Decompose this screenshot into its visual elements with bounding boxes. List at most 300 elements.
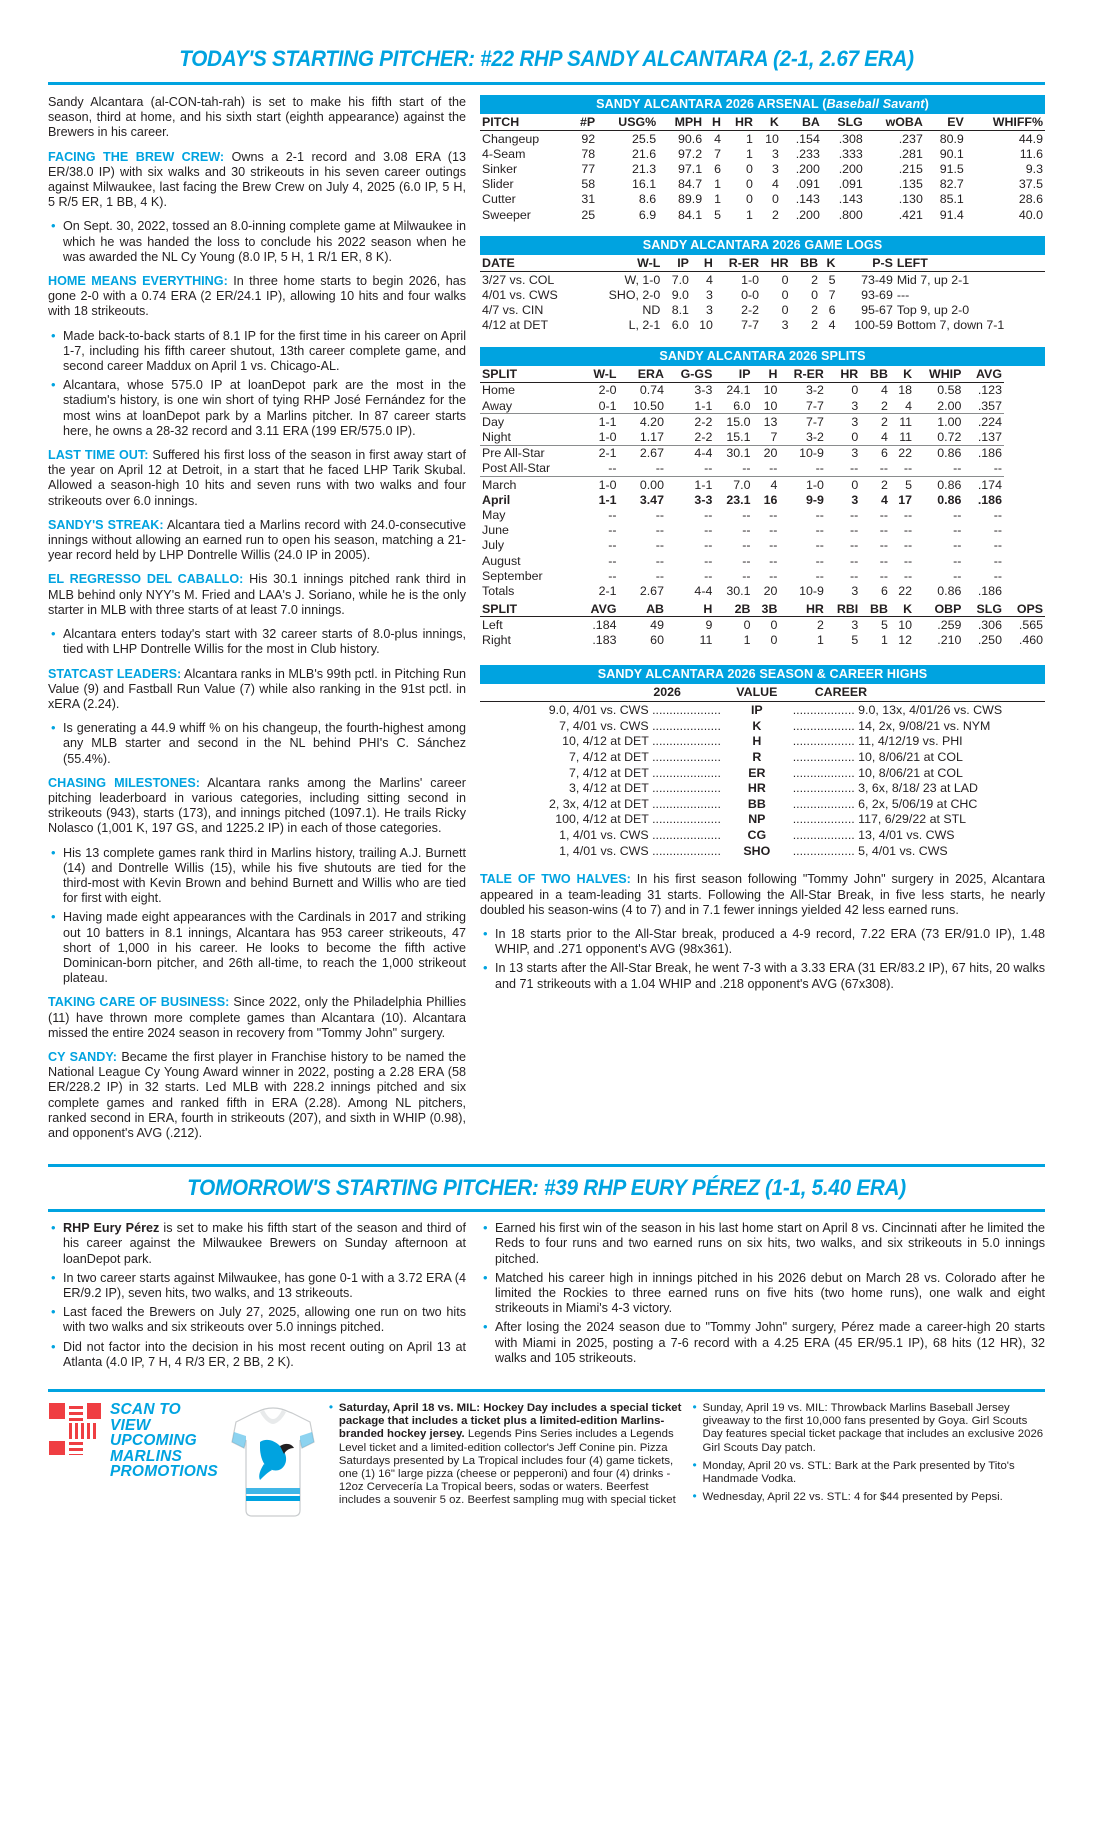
splits-cell: 4-4 <box>694 446 713 461</box>
tale-paragraph <box>480 872 1045 918</box>
splits-cell: -- <box>769 523 778 538</box>
tomorrow-headline-block <box>0 1164 1093 1212</box>
section-lead: SANDY'S STREAK: <box>48 517 164 532</box>
splits-cell: 3-3 <box>694 492 713 507</box>
arsenal-cell: .143 <box>795 192 820 207</box>
gamelogs-cell: 1-0 <box>741 272 760 287</box>
splits-cell: 4-4 <box>694 583 713 598</box>
arsenal-cell: 0 <box>746 192 753 207</box>
splits-cell: -- <box>779 461 826 477</box>
table-row <box>480 398 1045 414</box>
highs-table <box>480 684 1045 858</box>
splits-cell: -- <box>704 568 713 583</box>
arsenal-header-row <box>480 114 1045 131</box>
splits-cell: 10-9 <box>799 583 824 598</box>
splits-cell: 1-1 <box>694 477 713 492</box>
splits-cell: -- <box>608 553 617 568</box>
splits-cell: -- <box>742 523 751 538</box>
today-headline-rule <box>48 82 1045 85</box>
arsenal-cell: .308 <box>838 131 863 146</box>
gamelogs-col-header: IP <box>662 255 691 272</box>
splits-col-header: W-L <box>578 366 619 383</box>
splits-cell: Away <box>480 398 578 414</box>
arsenal-cell: 0 <box>746 177 753 192</box>
arsenal-cell: .333 <box>838 146 863 161</box>
tomorrow-rule-top <box>48 1164 1045 1167</box>
splits-cell: -- <box>914 461 963 477</box>
splits-cell: 4 <box>890 398 914 414</box>
highs-season-cell: 9.0, 4/01 vs. CWS .................... <box>548 703 721 718</box>
splits-cell: .123 <box>977 383 1002 398</box>
list-item-bold: RHP Eury Pérez <box>63 1221 160 1236</box>
gamelogs-col-header: R-ER <box>715 255 761 272</box>
arsenal-cell: .233 <box>795 146 820 161</box>
highs-season-cell: 3, 4/12 at DET .................... <box>568 781 721 796</box>
section-paragraph <box>48 1050 466 1141</box>
highs-stat-cell: H <box>752 734 762 749</box>
table-row <box>480 303 1045 318</box>
splits-cell: -- <box>742 568 751 583</box>
table-row <box>480 414 1045 430</box>
gamelogs-cell: ND <box>642 303 661 318</box>
section-bullets <box>48 219 466 265</box>
splits-cell: -- <box>963 461 1004 477</box>
splits2-cell: .306 <box>977 617 1002 632</box>
arsenal-cell: 6.9 <box>638 207 657 222</box>
splits2-cell: .565 <box>1018 617 1043 632</box>
splits-cell: September <box>482 568 543 583</box>
gamelogs-cell: 2-2 <box>741 303 760 318</box>
splits-col-header: H <box>752 366 779 383</box>
table-row <box>480 568 1045 583</box>
arsenal-cell: 91.5 <box>939 161 964 176</box>
splits-cell: 15.0 <box>726 414 751 429</box>
splits-cell: -- <box>769 507 778 522</box>
qr-code-icon[interactable] <box>48 1402 102 1456</box>
gamelogs-cell: 3 <box>705 287 713 302</box>
scan-line: SCAN TO VIEW <box>110 1401 181 1434</box>
splits-cell: 2.67 <box>639 446 664 461</box>
arsenal-cell: 3 <box>771 146 779 161</box>
section-lead: TAKING CARE OF BUSINESS: <box>48 995 230 1010</box>
splits-cell: 0.72 <box>914 429 963 445</box>
arsenal-col-header: BA <box>781 114 822 131</box>
splits-cell: 7-7 <box>805 414 824 429</box>
splits-cell: 6.0 <box>714 398 752 414</box>
splits-cell: 0-1 <box>578 398 619 414</box>
highs-season-cell: 7, 4/12 at DET .................... <box>568 765 721 780</box>
splits2-cell: Left <box>482 617 503 632</box>
table-row <box>480 583 1045 598</box>
arsenal-cell: 31 <box>581 192 596 207</box>
gamelogs-col-header: BB <box>791 255 821 272</box>
arsenal-cell: 11.6 <box>1019 146 1043 161</box>
splits-cell: -- <box>903 553 913 568</box>
gamelogs-cell: 4 <box>705 272 713 287</box>
arsenal-cell: 82.7 <box>939 177 964 192</box>
arsenal-cell: 21.6 <box>632 146 657 161</box>
splits2-col-header: SLG <box>963 599 1004 617</box>
list-item <box>48 1305 466 1335</box>
splits-cell: 3-2 <box>779 429 826 445</box>
gamelogs-cell: 0 <box>781 303 789 318</box>
scan-to-view-text <box>110 1402 218 1480</box>
highs-header-row <box>480 684 1045 702</box>
splits-cell: 2-1 <box>598 446 617 461</box>
promo-item-text: Wednesday, April 22 vs. STL: 4 for $44 presented by Pepsi. <box>702 1491 1003 1504</box>
splits-cell: -- <box>849 568 859 583</box>
highs-season-cell: 2, 3x, 4/12 at DET .................... <box>549 796 721 811</box>
splits-cell: -- <box>742 538 751 553</box>
arsenal-table <box>480 114 1045 222</box>
splits-cell: 2 <box>881 477 888 492</box>
splits-cell: 3 <box>851 414 859 429</box>
arsenal-cell: Sweeper <box>482 207 531 222</box>
arsenal-cell: 85.1 <box>939 192 964 207</box>
arsenal-cell: 28.6 <box>1018 192 1043 207</box>
splits-cell: 6 <box>881 583 888 598</box>
promo-columns <box>328 1402 1045 1520</box>
section-paragraph <box>48 776 466 837</box>
section-paragraph <box>48 448 466 509</box>
section-lead: STATCAST LEADERS: <box>48 666 182 681</box>
splits-cell: 2-2 <box>694 414 713 429</box>
table-row <box>480 827 1045 843</box>
table-row <box>480 523 1045 538</box>
splits-cell: 2 <box>881 414 888 429</box>
splits-cell: -- <box>953 568 962 583</box>
splits-cell: 2-1 <box>598 583 617 598</box>
splits-cell: -- <box>890 461 914 477</box>
arsenal-cell: .200 <box>838 161 863 176</box>
arsenal-col-header: #P <box>569 114 597 131</box>
list-item: • In 13 starts after the All-Star Break, he went 7-3 with a 3.33 ERA (31 ER/83.2 IP), 67 hits, 20 walks and 71 strikeouts with a 1.04 WHIP and .218 opponent's AVG (67x308). <box>480 961 1045 991</box>
highs-stat-cell: ER <box>748 765 766 780</box>
intro-paragraph: Sandy Alcantara (al-CON-tah-rah) is set to make his fifth start of the season, third at home, and his sixth start (eighth appearance) against the Brewers in his career. <box>48 95 466 140</box>
splits-cell: 10.50 <box>618 398 665 414</box>
highs-col-header: 2026 <box>480 684 723 702</box>
splits-cell: -- <box>704 507 713 522</box>
arsenal-cell: 90.1 <box>939 146 964 161</box>
splits-cell: -- <box>655 507 664 522</box>
promo-column-2 <box>691 1402 1045 1520</box>
splits2-cell: .184 <box>592 617 617 632</box>
arsenal-cell: .421 <box>898 207 923 222</box>
splits-cell: 0.00 <box>639 477 664 492</box>
list-item: • Made back-to-back starts of 8.1 IP for the first time in his career on April 1-7, including his fifth career shutout, 13th career complete game, and second career Maddux on April 1 vs. Chicago-AL. <box>48 329 466 375</box>
splits-cell: 13 <box>763 414 778 429</box>
splits-cell: August <box>482 553 521 568</box>
section-body: Since 2022, only the Philadelphia Phillies (11) have thrown more complete games than Alcantara (10). Alcantara missed the entire 2024 season in recovery from "Tommy John" surgery. <box>48 995 466 1040</box>
splits-cell: 30.1 <box>726 446 751 461</box>
splits-cell: -- <box>618 461 665 477</box>
splits-cell: 0 <box>826 429 860 445</box>
promo-item <box>691 1491 1045 1504</box>
splits-cell: -- <box>953 523 962 538</box>
arsenal-cell: Sinker <box>482 161 518 176</box>
splits-cell: 20 <box>763 583 778 598</box>
splits2-col-header: RBI <box>826 599 860 617</box>
splits-cell: -- <box>903 523 913 538</box>
highs-stat-cell: CG <box>747 828 767 843</box>
highs-stat-cell: K <box>752 718 762 733</box>
section-paragraph <box>48 274 466 320</box>
splits-cell: -- <box>953 553 962 568</box>
highs-season-cell: 100, 4/12 at DET .................... <box>555 812 721 827</box>
splits-cell: 1.17 <box>618 429 665 445</box>
splits-body <box>480 382 1045 647</box>
arsenal-cell: .237 <box>898 131 923 146</box>
arsenal-col-header: PITCH <box>480 114 569 131</box>
splits2-cell: .183 <box>592 632 617 647</box>
splits-cell: 10-9 <box>799 446 824 461</box>
list-item <box>48 1271 466 1301</box>
table-row <box>480 429 1045 445</box>
gamelogs-cell: SHO, 2-0 <box>608 287 661 302</box>
splits-cell: 24.1 <box>726 383 751 398</box>
splits2-cell: 12 <box>898 632 913 647</box>
arsenal-col-header: HR <box>723 114 755 131</box>
splits-cell: -- <box>879 507 888 522</box>
arsenal-cell: 90.6 <box>678 131 703 146</box>
arsenal-cell: 1 <box>714 177 721 192</box>
splits2-cell: 5 <box>881 617 888 632</box>
arsenal-cell: Cutter <box>482 192 516 207</box>
splits-cell: 2-0 <box>598 383 617 398</box>
splits-cell: -- <box>578 461 619 477</box>
highs-season-cell: 10, 4/12 at DET .................... <box>562 734 721 749</box>
gamelogs-cell: 95-67 <box>861 303 893 318</box>
splits2-cell: .210 <box>937 632 962 647</box>
gamelogs-table <box>480 255 1045 333</box>
tale-bullets <box>480 927 1045 992</box>
splits-cell: 0.86 <box>937 583 962 598</box>
splits-cell: -- <box>849 507 859 522</box>
arsenal-cell: 1 <box>714 192 721 207</box>
promo-item-text: Monday, April 20 vs. STL: Bark at the Park presented by Tito's Handmade Vodka. <box>702 1459 1015 1486</box>
gamelogs-cell: 9.0 <box>671 287 689 302</box>
table-row <box>480 843 1045 859</box>
splits-cell: 4.20 <box>639 414 664 429</box>
table-row <box>480 492 1045 507</box>
arsenal-cell: 58 <box>581 177 596 192</box>
table-row <box>480 617 1045 633</box>
splits-cell: Day <box>482 414 505 429</box>
splits2-col-header: 2B <box>714 599 752 617</box>
section-paragraph <box>48 518 466 564</box>
page-root <box>0 46 1093 1846</box>
list-item <box>48 1221 466 1267</box>
gamelogs-col-header: LEFT <box>895 255 1045 272</box>
splits2-col-header: SPLIT <box>480 599 578 617</box>
scan-line: UPCOMING <box>110 1432 197 1450</box>
promo-item <box>328 1402 682 1508</box>
arsenal-cell: 80.9 <box>939 131 964 146</box>
splits-cell: 3.47 <box>639 492 664 507</box>
splits-col-header: R-ER <box>779 366 826 383</box>
splits-cell: 7 <box>752 429 779 445</box>
arsenal-cell: .800 <box>838 207 863 222</box>
table-row <box>480 780 1045 796</box>
splits-cell: -- <box>769 568 778 583</box>
section-body: Suffered his first loss of the season in first away start of the year on April 12 at Detroit, in a start that he faced LHP Tarik Skubal. Allowed a season-high 10 hits and seven runs with two walks and four strikeouts over 6.0 innings. <box>48 448 466 508</box>
splits-cell: 1-0 <box>598 477 617 492</box>
splits-cell: -- <box>666 461 714 477</box>
table-row <box>480 538 1045 553</box>
splits-cell: -- <box>903 538 913 553</box>
gamelogs-col-header: H <box>691 255 715 272</box>
promo-item-text: Sunday, April 19 vs. MIL: Throwback Marlins Baseball Jersey giveaway to the first 10,000 fans presented by Goya. Girl Scouts Day features special ticket package that includes an exclusive 2026 Girl Scouts Day patch. <box>702 1402 1044 1454</box>
table-row <box>480 734 1045 750</box>
section-paragraph <box>48 572 466 618</box>
arsenal-cell: .143 <box>838 192 863 207</box>
gamelogs-cell: 3 <box>781 318 789 333</box>
splits-cell: 4 <box>881 383 888 398</box>
table-row <box>480 445 1045 461</box>
splits-cell: .224 <box>977 414 1002 429</box>
section-body: In three home starts to begin 2026, has gone 2-0 with a 0.74 ERA (2 ER/24.1 IP), allowing 10 hits and four walks with 18 strikeouts. <box>48 274 466 319</box>
gamelogs-cell: 6.0 <box>671 318 689 333</box>
splits-cell: -- <box>860 461 890 477</box>
highs-stat-cell: SHO <box>743 843 771 858</box>
splits-cell: -- <box>993 523 1002 538</box>
section-body: His 30.1 innings pitched rank third in MLB behind only NYY's M. Fried and LAA's J. Soriano, while he is the only starter in MLB with three starts of at least 7.0 innings. <box>48 572 466 617</box>
table-row <box>480 192 1045 207</box>
arsenal-cell: 1 <box>746 207 753 222</box>
splits-cell: 18 <box>898 383 913 398</box>
splits2-col-header: OPS <box>1004 599 1045 617</box>
splits-cell: 3 <box>826 398 860 414</box>
promo-item <box>691 1402 1045 1455</box>
highs-season-cell: 1, 4/01 vs. CWS .................... <box>559 843 721 858</box>
splits2-col-header: 3B <box>752 599 779 617</box>
list-item: • In 18 starts prior to the All-Star break, produced a 4-9 record, 7.22 ERA (73 ER/91.0 IP), 1.48 WHIP, and .271 opponent's AVG (98x361). <box>480 927 1045 957</box>
splits2-cell: 2 <box>816 617 824 632</box>
splits2-cell: 3 <box>851 617 859 632</box>
gamelogs-cell: 2 <box>811 318 819 333</box>
arsenal-cell: 91.4 <box>939 207 964 222</box>
arsenal-cell: 89.9 <box>678 192 703 207</box>
gamelogs-cell: 73-49 <box>861 272 893 287</box>
gamelogs-cell: 4/01 vs. CWS <box>482 287 558 302</box>
arsenal-cell: 97.2 <box>678 146 703 161</box>
splits2-cell: 0 <box>770 617 778 632</box>
splits-cell: 0 <box>851 477 859 492</box>
splits-col-header: G-GS <box>666 366 714 383</box>
splits-cell: -- <box>704 553 713 568</box>
splits-cell: -- <box>879 553 888 568</box>
arsenal-col-header: SLG <box>822 114 865 131</box>
splits-cell: 3 <box>851 583 859 598</box>
left-column <box>48 95 466 1150</box>
splits-cell: -- <box>849 523 859 538</box>
splits-col-header: K <box>890 366 914 383</box>
splits-cell: .186 <box>977 492 1002 507</box>
splits-cell: -- <box>993 568 1002 583</box>
arsenal-col-header: WHIFF% <box>966 114 1045 131</box>
arsenal-cell: .281 <box>898 146 923 161</box>
tomorrow-left-bullets <box>48 1221 466 1370</box>
splits-cell: 4 <box>770 477 778 492</box>
arsenal-cell: .200 <box>795 161 820 176</box>
arsenal-cell: 92 <box>581 131 596 146</box>
splits-header-row <box>480 366 1045 383</box>
arsenal-body <box>480 131 1045 223</box>
splits-col-header: HR <box>826 366 860 383</box>
arsenal-cell: 3 <box>771 161 779 176</box>
splits-cell: March <box>482 477 517 492</box>
splits-cell: June <box>482 523 509 538</box>
arsenal-cell: 0 <box>771 192 779 207</box>
splits-cell: -- <box>993 553 1002 568</box>
splits-col-header: IP <box>714 366 752 383</box>
list-item: • On Sept. 30, 2022, tossed an 8.0-inning complete game at Milwaukee in which he was handed the loss to conclude his 2022 season when he was awarded the NL Cy Young (8.0 IP, 5 H, 1 R/1 ER, 8 K). <box>48 219 466 265</box>
splits-cell: 1-1 <box>666 398 714 414</box>
gamelogs-cell: 0-0 <box>741 287 760 302</box>
section-lead: HOME MEANS EVERYTHING: <box>48 274 228 289</box>
splits-cell: -- <box>655 523 664 538</box>
tale-lead: TALE OF TWO HALVES: <box>480 872 631 887</box>
gamelogs-table-block <box>480 236 1045 333</box>
splits-col-header: AVG <box>963 366 1004 383</box>
list-item: • Alcantara, whose 575.0 IP at loanDepot park are the most in the stadium's history, is one win short of tying RHP José Fernández for the most wins at loanDepot park by a Marlins pitcher. In 87 career starts here, he owns a 28-32 record and 3.11 ERA (199 ER/575.0 IP). <box>48 378 466 439</box>
jersey-svg <box>230 1402 316 1520</box>
highs-stat-cell: HR <box>747 781 766 796</box>
gamelogs-cell: 6 <box>828 303 836 318</box>
splits2-col-header: H <box>666 599 714 617</box>
splits-cell: Pre All-Star <box>482 446 545 461</box>
table-row <box>480 477 1045 493</box>
splits-cell: -- <box>879 538 888 553</box>
splits2-col-header: AB <box>618 599 665 617</box>
splits-cell: 1-1 <box>598 492 617 507</box>
splits-cell: -- <box>815 538 824 553</box>
splits-cell: -- <box>815 507 824 522</box>
splits-col-header: SPLIT <box>480 366 578 383</box>
splits-cell: .186 <box>977 583 1002 598</box>
table-row <box>480 507 1045 522</box>
splits-cell: -- <box>742 507 751 522</box>
promo-list-1 <box>328 1402 682 1508</box>
section-lead: CY SANDY: <box>48 1049 117 1064</box>
section-lead: CHASING MILESTONES: <box>48 775 200 790</box>
section-lead: FACING THE BREW CREW: <box>48 149 225 164</box>
section-paragraph <box>48 995 466 1041</box>
right-column <box>480 95 1045 1150</box>
splits-cell: -- <box>815 523 824 538</box>
splits-cell: Home <box>482 383 516 398</box>
splits2-cell: 10 <box>898 617 913 632</box>
table-row <box>480 177 1045 192</box>
qr-block[interactable] <box>48 1402 218 1520</box>
arsenal-cell: 84.1 <box>678 207 703 222</box>
splits-cell: 1-0 <box>578 429 619 445</box>
arsenal-cell: .091 <box>795 177 820 192</box>
table-row <box>480 702 1045 718</box>
arsenal-cell: 4 <box>714 131 721 146</box>
splits2-col-header: OBP <box>914 599 963 617</box>
gamelogs-cell: 10 <box>699 318 713 333</box>
splits-cell: 23.1 <box>726 492 751 507</box>
gamelogs-cell: 8.1 <box>671 303 689 318</box>
list-item: • After losing the 2024 season due to "Tommy John" surgery, Pérez made a career-high 20 starts with Miami in 2025, posting a 7-6 record with a 4.25 ERA (45 ER/95.1 IP), 68 hits (12 HR), 32 walks and 105 strikeouts. <box>480 1320 1045 1366</box>
splits-cell: 3 <box>851 446 859 461</box>
splits-table-block <box>480 347 1045 648</box>
highs-stat-cell: NP <box>748 812 766 827</box>
gamelogs-cell: Bottom 7, down 7-1 <box>896 318 1005 333</box>
table-row <box>480 749 1045 765</box>
gamelogs-col-header: DATE <box>480 255 587 272</box>
